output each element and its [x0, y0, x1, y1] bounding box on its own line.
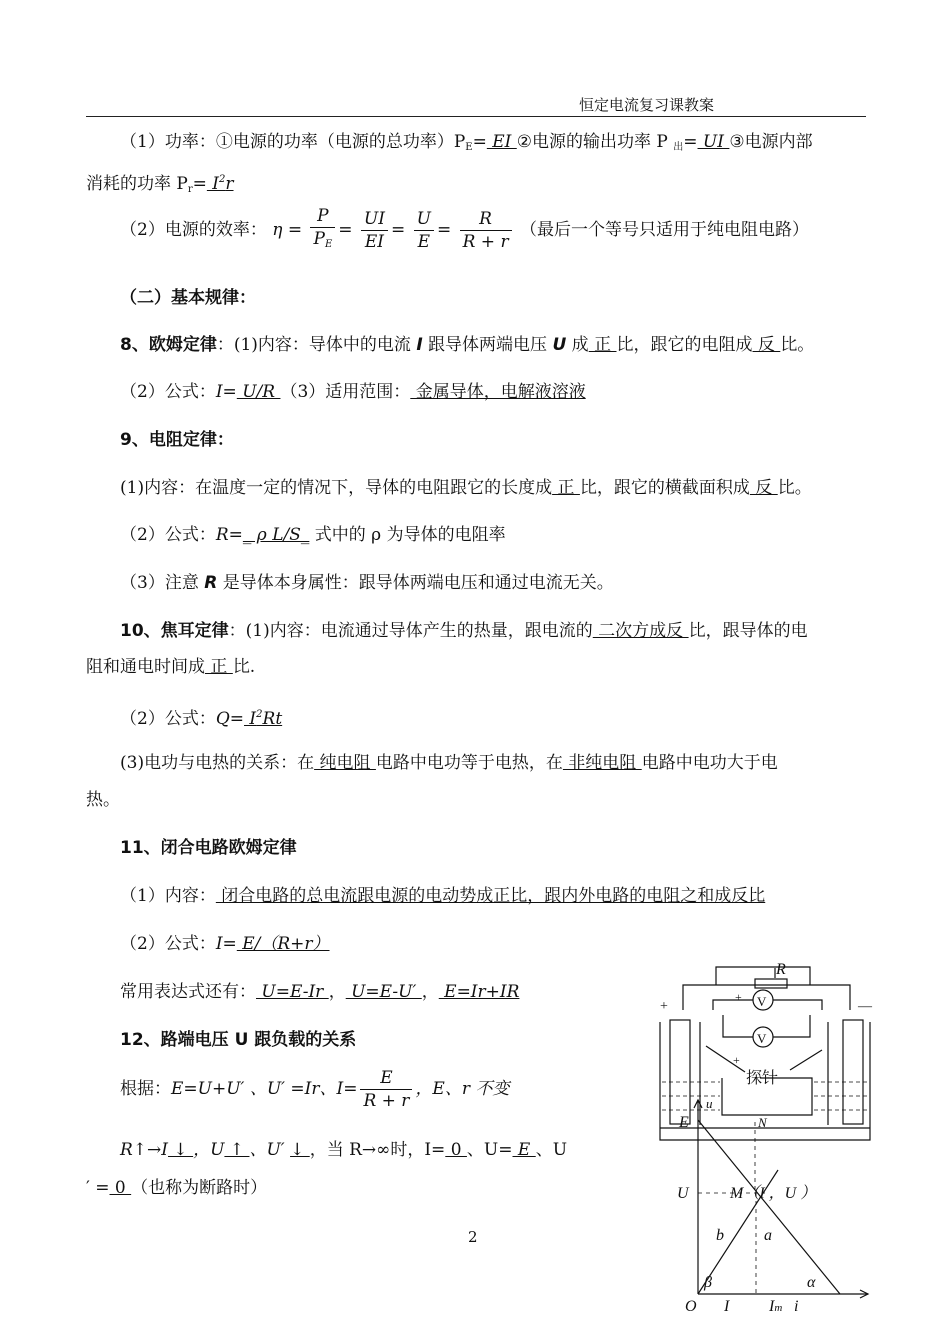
- power-line-1: （1）功率：①电源的功率（电源的总功率）$P_E=$ EI ②电源的输出功率 P $_出$= UI ③电源内部: [120, 132, 813, 153]
- closed-circuit-content: （1）内容： 闭合电路的总电流跟电源的电动势成正比，跟内外电路的电阻之和成反比: [120, 886, 766, 906]
- terminal-trend-1: R↑→I ↓ ，U ↑ 、U′ ↓ ，当 R→∞时，I= 0 、U= E 、U: [120, 1140, 568, 1160]
- power-line-2: 消耗的功率 $P_r= I^2r$: [86, 174, 234, 195]
- terminal-basis: 根据：E=U+U′ 、U′ =Ir、I= $\frac{E}{R + r}$ ，E、r 不变: [120, 1068, 510, 1111]
- fraction-p-over-pe: $\frac{P}{P_E}$: [310, 205, 335, 256]
- label-probe: 探针: [746, 1070, 779, 1087]
- closed-circuit-title: 11、闭合电路欧姆定律: [120, 838, 297, 858]
- svg-text:+: +: [733, 1053, 740, 1067]
- answer-output-power: UI: [697, 132, 730, 152]
- label-m: M（I ，U ）: [730, 1185, 817, 1202]
- outer-circuit-wire: [683, 985, 850, 1010]
- label-i-axis-point: I: [724, 1298, 730, 1315]
- joule-line-1: 10、焦耳定律：(1)内容：电流通过导体产生的热量，跟电流的 二次方成反 比，跟导体的电: [120, 621, 808, 641]
- resistance-content: (1)内容：在温度一定的情况下，导体的电阻跟它的长度成 正 比，跟它的横截面积成 反 比。: [120, 478, 812, 498]
- ohm-formula-line: （2）公式：I= U/R （3）适用范围： 金属导体，电解液溶液: [120, 382, 586, 402]
- joule-relation-1: (3)电功与电热的关系：在 纯电阻 电路中电功等于电热，在 非纯电阻 电路中电功大于电: [120, 753, 778, 773]
- label-v1: V: [757, 994, 767, 1009]
- resistance-formula: （2）公式：R=_ ρ L/S_ 式中的 ρ 为导体的电阻率: [120, 525, 506, 545]
- line-a: [698, 1120, 840, 1294]
- fraction-ui-over-ei: $\frac{UI}{EI}$: [361, 208, 388, 253]
- page-header: [86, 94, 866, 117]
- fraction-r-over-rr: $\frac{R}{R + r}$: [460, 208, 512, 253]
- label-minus: —: [858, 999, 872, 1014]
- answer-internal-power: $I^2r$: [206, 174, 234, 194]
- page-number: 2: [468, 1228, 478, 1246]
- answer-total-power: EI: [486, 132, 517, 152]
- header-title: 恒定电流复习课教案: [578, 96, 714, 114]
- rheostat-wire: [716, 967, 810, 985]
- rheostat-resistor: [755, 979, 787, 988]
- svg-text:u: u: [706, 1096, 713, 1111]
- label-alpha: α: [807, 1274, 816, 1291]
- label-v2: V: [757, 1031, 767, 1046]
- label-o: O: [685, 1298, 697, 1315]
- terminal-trend-2: ′ = 0 （也称为断路时）: [86, 1178, 268, 1198]
- resistance-note: （3）注意 R 是导体本身属性：跟导体两端电压和通过电流无关。: [120, 573, 614, 593]
- fraction-u-over-e: $\frac{U}{E}$: [414, 208, 434, 253]
- label-e: E: [679, 1114, 689, 1131]
- joule-line-2: 阻和通电时间成 正 比.: [86, 657, 256, 677]
- ohm-law-line: 8、欧姆定律：(1)内容：导体中的电流 I 跟导体两端电压 U 成 正 比，跟它的电阻成 反 比。: [120, 335, 815, 355]
- closed-circuit-expressions: 常用表达式还有： U=E-Ir ， U=E-U′ ， E=Ir+IR: [120, 982, 520, 1002]
- battery-and-graph-figure: [650, 955, 890, 1315]
- resistance-law-title: 9、电阻定律：: [120, 430, 234, 450]
- label-r: R: [776, 961, 786, 978]
- label-n: N: [758, 1115, 767, 1130]
- label-u: U: [677, 1185, 689, 1202]
- joule-formula: （2）公式：$Q= I^2Rt$: [120, 709, 283, 729]
- label-i: i: [794, 1298, 799, 1315]
- terminal-voltage-title: 12、路端电压 U 跟负载的关系: [120, 1030, 357, 1050]
- right-electrode: [843, 1020, 863, 1124]
- section-basic-laws: （二）基本规律：: [120, 288, 256, 308]
- label-im: Im: [769, 1298, 783, 1315]
- joule-relation-2: 热。: [86, 790, 120, 810]
- closed-circuit-formula: （2）公式：I= E/（R+r）: [120, 934, 330, 954]
- efficiency-line: （2）电源的效率： η = $\frac{P}{P_E}$ = $\frac{UI}{EI}$ = $\frac{U}{E}$ = $\frac{R}{R + r}$ （最后一个等号只适用于纯电阻电路）: [120, 203, 809, 257]
- left-electrode: [670, 1020, 690, 1124]
- label-plus: +: [660, 999, 668, 1014]
- label-a: a: [764, 1227, 772, 1244]
- label-beta: β: [704, 1274, 712, 1291]
- label-b: b: [716, 1227, 724, 1244]
- svg-text:+: +: [735, 990, 742, 1004]
